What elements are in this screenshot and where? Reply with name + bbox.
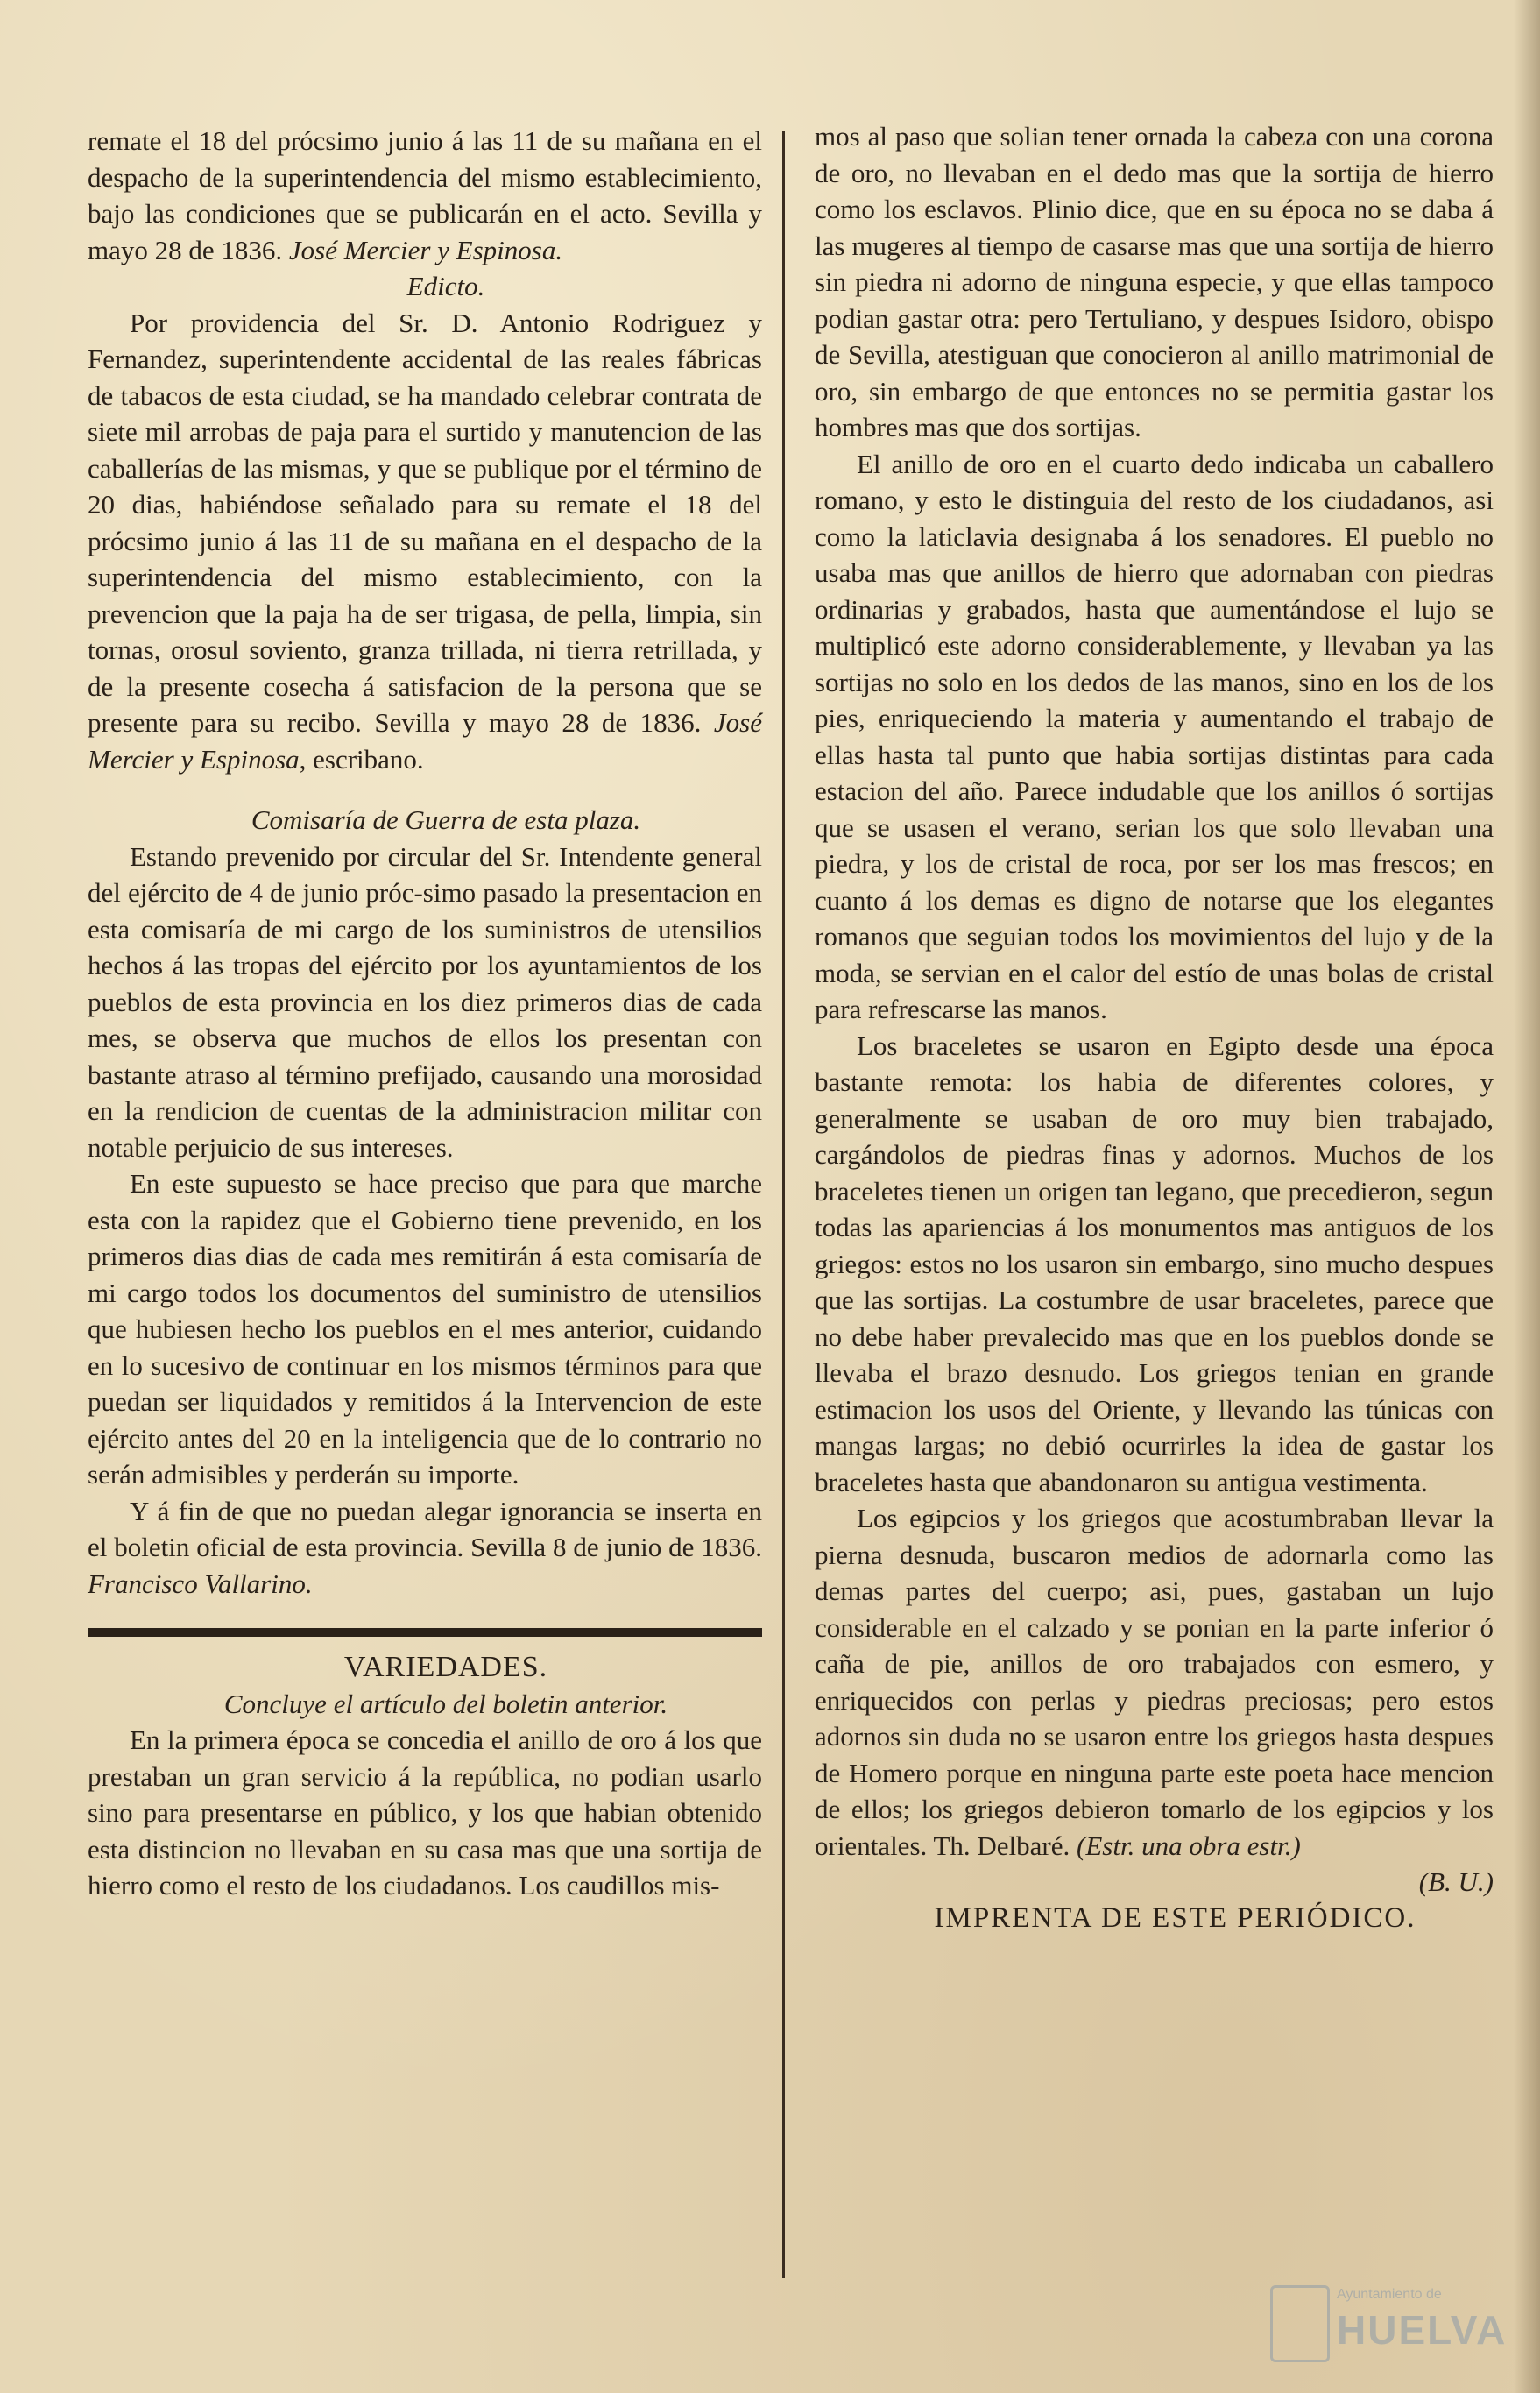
source: (Estr. una obra estr.) — [1077, 1830, 1301, 1861]
right-paragraph-1: mos al paso que solian tener ornada la cabeza con una corona de oro, no llevaban en el dedo mas que la sortija de hierro como los esclavos. Plinio dice, que en su época no se daba á las mugeres al tiempo de casarse mas que una sortija de hierro sin piedra ni adorno de ninguna especie, y que ellas tampoco podian gastar otra: pero Tertuliano, y despues Isidoro, obispo de Sevilla, atestiguan que conocieron al anillo matrimonial de oro, sin embargo de que entonces no se permitia gastar los hombres mas que dos sortijas. — [815, 121, 1494, 442]
left-paragraph-5: Y á fin de que no puedan alegar ignorancia se inserta en el boletin oficial de esta provincia. Sevilla 8 de junio de 1836. Francisco Vallarino. — [88, 1495, 762, 1599]
right-paragraph-4: Los egipcios y los griegos que acostumbraban llevar la pierna desnuda, buscaron medios de adornarla como las demas partes del cuerpo; asi, pues, gastaban un lujo considerable en el calzado y se ponian en la parte inferior ó caña de pie, anillos de oro trabajados con esmero, y enriquecidos con perlas y piedras preciosas; pero estos adornos sin duda no se usaron entre los griegos hasta despues de Homero porque en ninguna parte este poeta hace mencion de ellos; los griegos debieron tomarlo de los egipcios y los orientales. Th. Delbaré. (Estr. una obra estr.) — [815, 1503, 1494, 1861]
shield-icon — [1270, 2285, 1330, 2362]
left-paragraph-3: Estando prevenido por circular del Sr. Intendente general del ejército de 4 de junio próc-simo pasado la presentacion en esta comisaría de mi cargo de los suministros de utensilios hechos á las tropas del ejército por los ayuntamientos de los pueblos de esta provincia en los diez primeros dias de cada mes, se observa que muchos de ellos los presentan con bastante atraso al término prefijado, causando una morosidad en la rendicion de cuentas de la administracion militar con notable perjuicio de sus intereses. — [88, 840, 762, 1163]
left-column — [88, 123, 762, 2313]
imprint: IMPRENTA DE ESTE PERIÓDICO. — [934, 1901, 1416, 1934]
huelva-watermark-logo: Ayuntamiento de HUELVA — [1270, 2278, 1515, 2366]
right-column — [815, 118, 1494, 2309]
left-paragraph-2: Por providencia del Sr. D. Antonio Rodriguez y Fernandez, superintendente accidental de las reales fábricas de tabacos de esta ciudad, se ha mandado celebrar contrata de siete mil arrobas de paja para el surtido y manutencion de las caballerías de las mismas, y que se publique por el término de 20 dias, habiéndose señalado para su remate el 18 del prócsimo junio á las 11 de su mañana en el despacho de la superintendencia del mismo establecimiento, con la prevencion que la paja ha de ser trigasa, de pella, limpia, sin tornas, orosul soviento, granza trillada, ni tierra retrillada, y de la presente cosecha á satisfacion de la persona que se presente para su recibo. Sevilla y mayo 28 de 1836. José Mercier y Espinosa, escribano. — [88, 307, 763, 775]
left-paragraph-1: remate el 18 del prócsimo junio á las 11 de su mañana en el despacho de la superintendencia del mismo establecimiento, bajo las condiciones que se publicarán en el acto. Sevilla y mayo 28 de 1836. José Mercier y Espinosa. — [88, 125, 762, 265]
page-edge-shadow — [1514, 0, 1540, 2393]
variedades-subheading: Concluye el artículo del boletin anterior. — [223, 1688, 668, 1719]
left-paragraph-6: En la primera época se concedia el anillo de oro á los que prestaban un gran servicio á la república, no podian usarlo sino para presentarse en público, y los que habian obtenido esta distincion no llevaban en su casa mas que una sortija de hierro como el resto de los ciudadanos. Los caudillos mis- — [88, 1724, 762, 1901]
author: Th. Delbaré. — [933, 1830, 1070, 1861]
section-rule — [88, 1628, 762, 1637]
left-paragraph-4: En este supuesto se hace preciso que para que marche esta con la rapidez que el Gobierno tiene prevenido, en los primeros dias dias de cada mes remitirán á esta comisaría de mi cargo todos los documentos del suministro de utensilios que hubiesen hecho los pueblos en el mes anterior, cuidando en lo sucesivo de continuar en los mismos términos para que puedan ser liquidados y remitidos á la Intervencion de este ejército antes del 20 en la inteligencia que de lo contrario no serán admisibles y perderán su importe. — [88, 1168, 762, 1490]
right-paragraph-2: El anillo de oro en el cuarto dedo indicaba un caballero romano, y esto le distinguia del resto de los ciudadanos, asi como la laticlavia designaba á los senadores. El pueblo no usaba mas que anillos de hierro que adornaban con piedras ordinarias y grabados, hasta que aumentándose el lujo se multiplicó este adorno considerablemente, y llevaban ya las sortijas no solo en los dedos de las manos, sino en los de los pies, enriqueciendo la materia y aumentando el trabajo de ellas hasta tal punto que habia sortijas distintas para cada estacion del año. Parece indudable que los anillos ó sortijas que se usasen el verano, serian los que solo llevaban una piedra, y los de cristal de roca, por ser los mas frescos; en cuanto á los demas es digno de notarse que los elegantes romanos que seguian todos los movimientos del lujo y de la moda, se servian en el calor del estío de unas bolas de cristal para refrescarse las manos. — [815, 448, 1494, 1024]
variedades-heading: VARIEDADES. — [343, 1651, 548, 1683]
initials: (B. U.) — [1418, 1866, 1494, 1897]
edicto-heading: Edicto. — [406, 271, 485, 301]
comisaria-heading: Comisaría de Guerra de esta plaza. — [251, 804, 641, 835]
right-paragraph-3: Los braceletes se usaron en Egipto desde una época bastante remota: los habia de diferentes colores, y generalmente se usaban de oro muy bien trabajado, cargándolos de piedras finas y adornos. Muchos de los braceletes tienen un origen tan legano, que precedieron, segun todas las apariencias á los monumentos mas antiguos de los griegos: estos no los usaron sin embargo, sino mucho despues que las sortijas. La costumbre de usar braceletes, parece que no debe haber prevalecido mas que en los pueblos donde se llevaba el brazo desnudo. Los griegos tenian en grande estimacion los usos del Oriente, y llevando las túnicas con mangas largas; no debió ocurrirles la idea de gastar los braceletes hasta que abandonaron su antigua vestimenta. — [815, 1030, 1494, 1497]
column-divider — [782, 131, 785, 2278]
